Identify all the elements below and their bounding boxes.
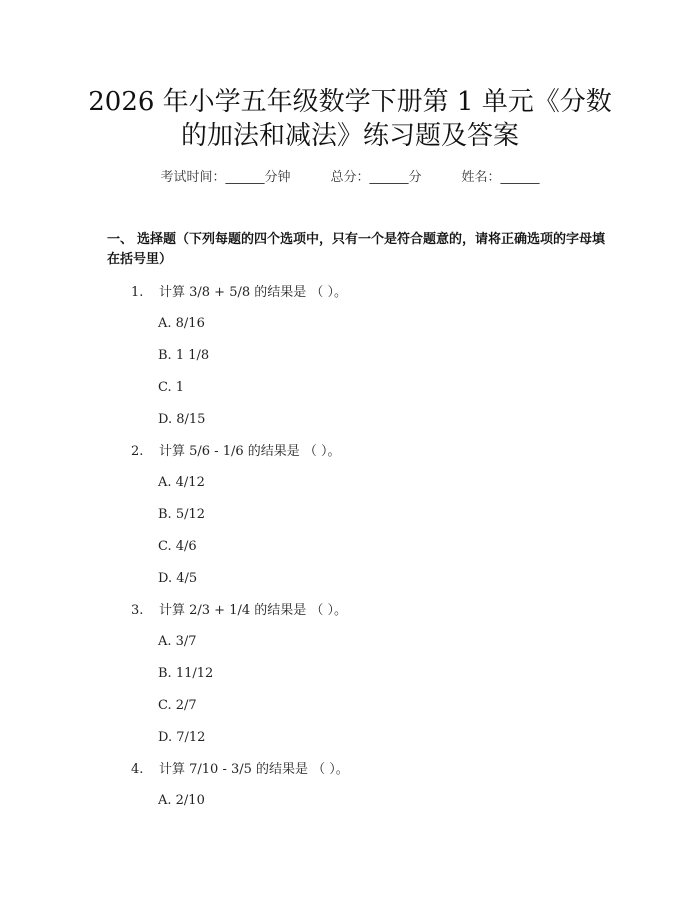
option-2b: B. 5/12	[158, 507, 206, 522]
question-text: 计算 7/10 - 3/5 的结果是 （ ）。	[159, 762, 349, 777]
option-1d: D. 8/15	[158, 412, 206, 427]
question-number: 1.	[131, 285, 144, 300]
exam-meta	[0, 168, 700, 188]
option-1c: C. 1	[158, 380, 185, 395]
question-number: 3.	[131, 603, 144, 618]
option-3d: D. 7/12	[158, 730, 206, 745]
section-title: 选择题（下列每题的四个选项中，只有一个是符合题意的，请将正确选项的字母填在括号里）	[107, 232, 606, 267]
option-1a: A. 8/16	[158, 316, 205, 331]
question-number: 4.	[131, 762, 144, 777]
option-3b: B. 11/12	[158, 666, 214, 681]
option-2d: D. 4/5	[158, 571, 198, 586]
option-3c: C. 2/7	[158, 698, 197, 713]
option-4a: A. 2/10	[158, 793, 205, 808]
question-2	[131, 442, 341, 462]
section-number: 一、	[107, 232, 134, 247]
document-title-line-2: 的加法和减法》练习题及答案	[180, 121, 519, 151]
question-text: 计算 2/3 + 1/4 的结果是 （ ）。	[159, 603, 348, 618]
option-2c: C. 4/6	[158, 539, 197, 554]
option-1b: B. 1 1/8	[158, 348, 210, 363]
question-3	[131, 601, 347, 621]
question-1	[131, 283, 347, 303]
question-number: 2.	[131, 444, 144, 459]
question-text: 计算 3/8 + 5/8 的结果是 （ ）。	[159, 285, 348, 300]
section-heading	[107, 230, 607, 270]
student-name-field: 姓名：______	[461, 170, 540, 185]
question-text: 计算 5/6 - 1/6 的结果是 （ ）。	[159, 444, 341, 459]
option-2a: A. 4/12	[158, 475, 205, 490]
total-score-field: 总分：______分	[330, 170, 422, 185]
question-4	[131, 760, 349, 780]
document-title-line-1: 2026 年小学五年级数学下册第 1 单元《分数	[88, 87, 612, 117]
option-3a: A. 3/7	[158, 634, 197, 649]
exam-time-field: 考试时间：______分钟	[160, 170, 291, 185]
